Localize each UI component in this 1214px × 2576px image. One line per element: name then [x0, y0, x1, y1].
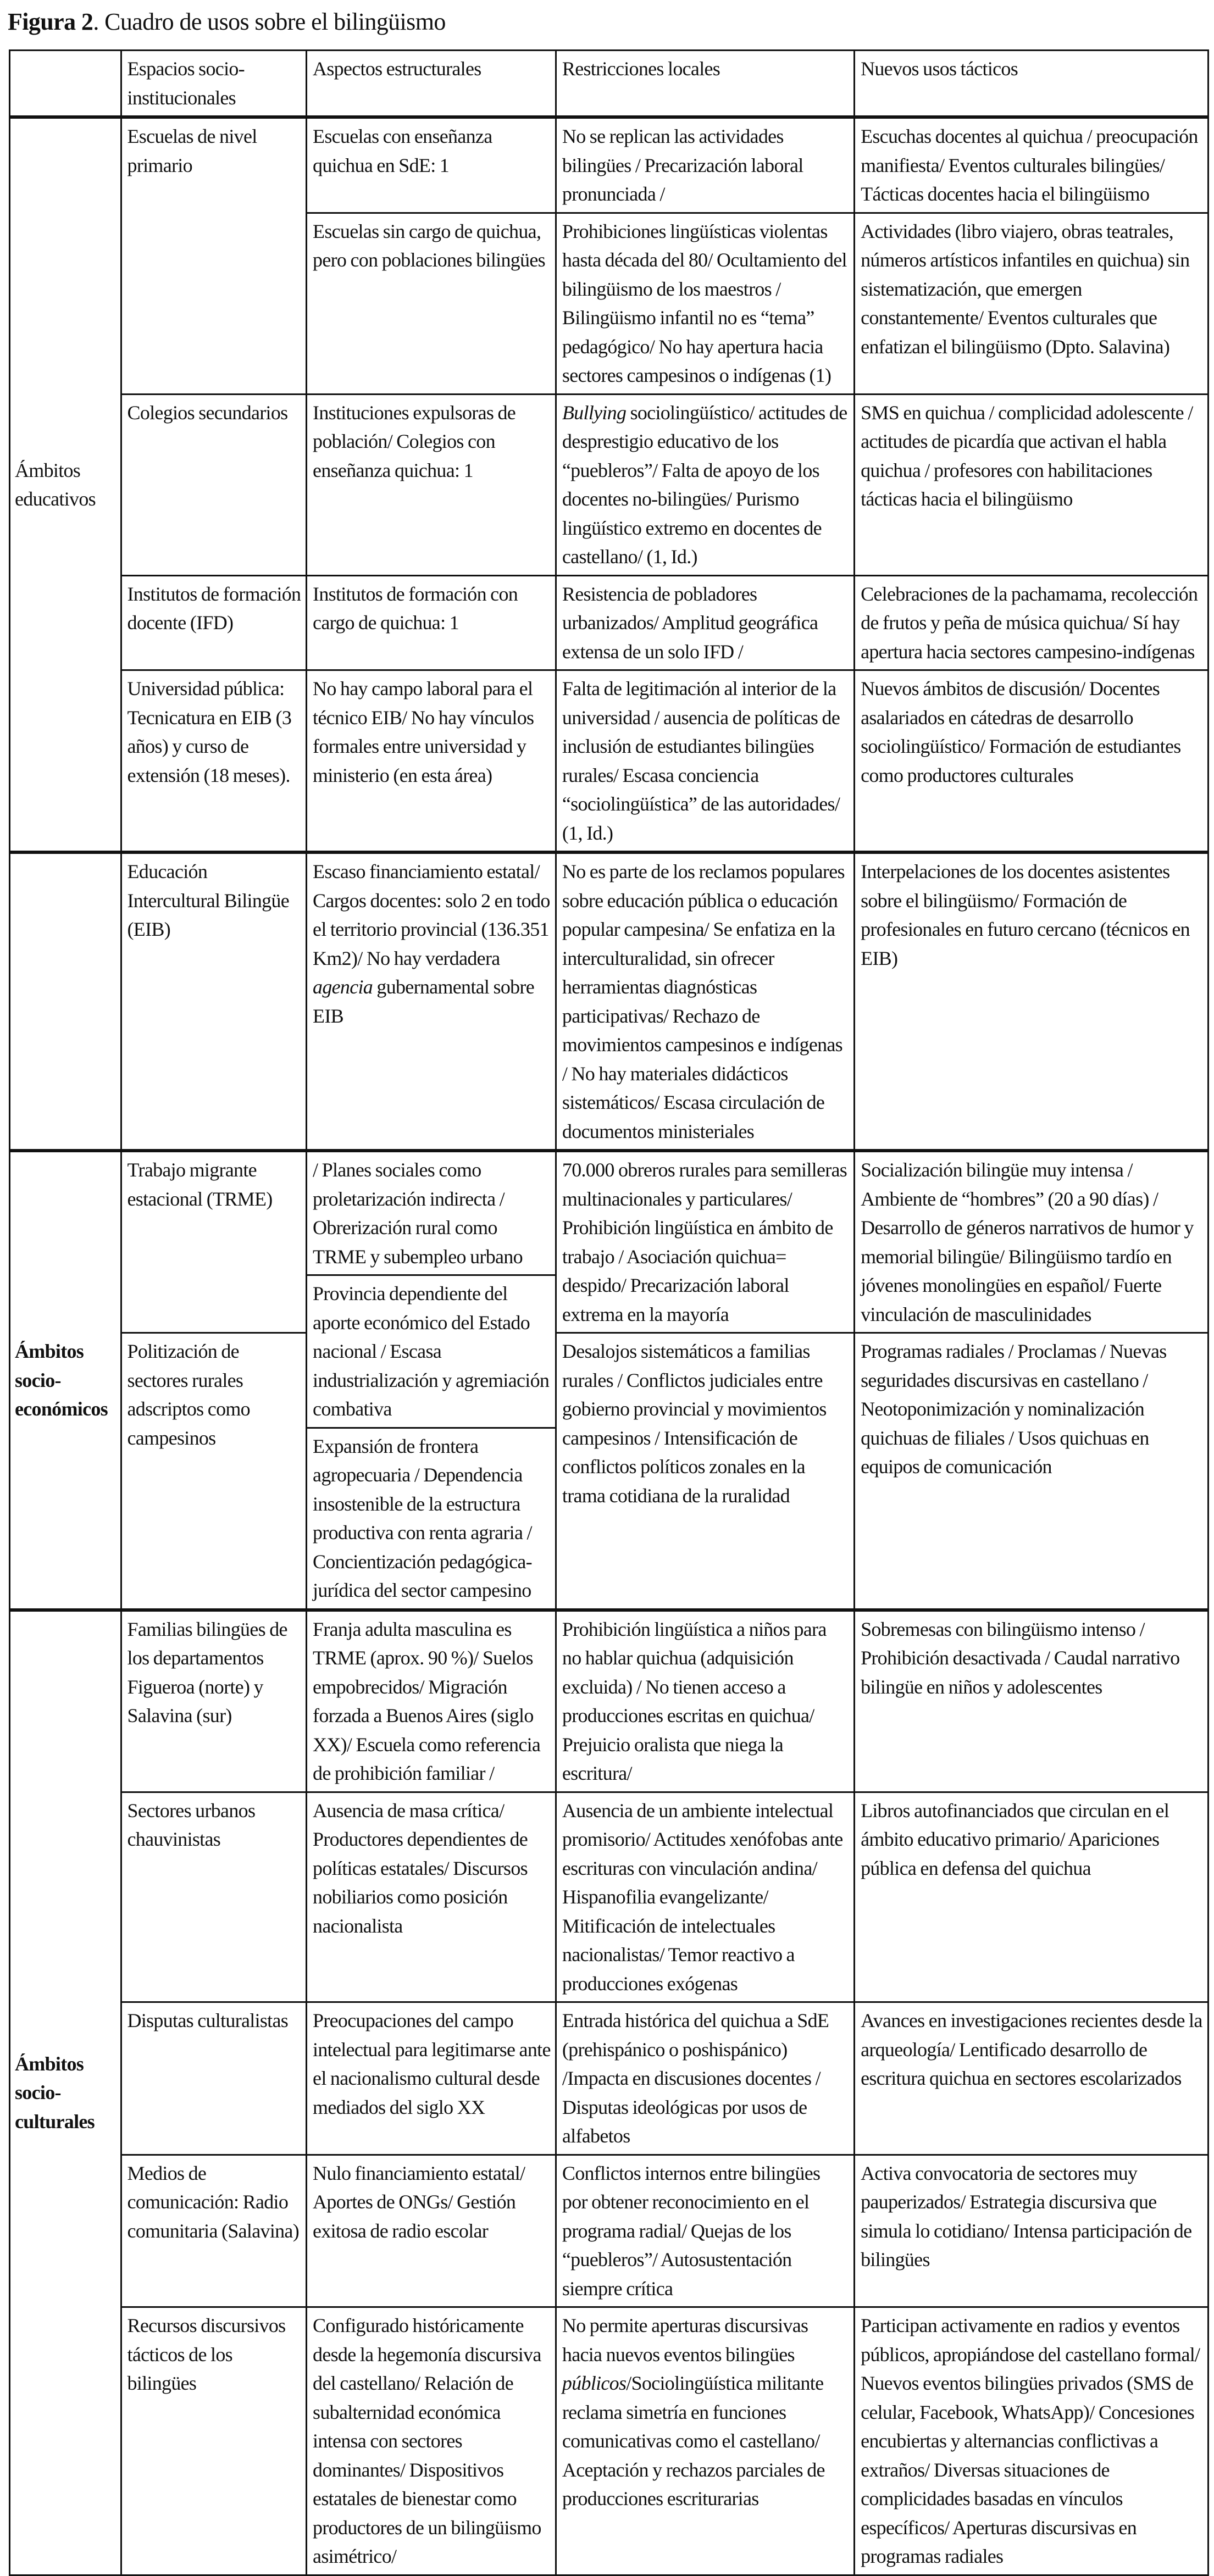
- aspectos-cell: [307, 2155, 556, 2307]
- restricciones-cell: [556, 2002, 854, 2155]
- restricciones-cell: 70.000 obreros rurales para semilleras multinacionales y particulares/ Prohibición lingüística en ámbito de trabajo / Asociación quichua= despido/ Precarización laboral extrema en la mayoría: [556, 1151, 854, 1333]
- cell-text: Actividades (libro viajero, obras teatrales, números artísticos infantiles en quichua) sin sistematización, que emergen constantemente/ Eventos culturales que enfatizan el bilingüismo (Dpto. Salavina): [861, 220, 1190, 358]
- cell-text: Preocupaciones del campo intelectual para legitimarse ante el nacionalismo cultural desde mediados del siglo XX: [313, 2009, 551, 2118]
- espacio-cell: Medios de comunicación: Radio comunitaria (Salavina): [121, 2155, 307, 2307]
- cell-text: Avances en investigaciones recientes desde la arqueología/ Lentificado desarrollo de escritura quichua en sectores escolarizados: [861, 2009, 1202, 2089]
- cell-text: gubernamental sobre EIB: [313, 976, 534, 1027]
- table-row: [10, 1792, 1209, 2002]
- cell-text: SMS en quichua / complicidad adolescente / actitudes de picardía que activan el habla quichua / profesores con habilitaciones tácticas hacia el bilingüismo: [861, 401, 1193, 510]
- usos-cell: [855, 394, 1209, 575]
- espacio-cell: Recursos discursivos tácticos de los bilingües: [121, 2307, 307, 2575]
- ambito-label: Ámbitos educativos: [10, 117, 121, 852]
- table-row: [10, 2155, 1209, 2307]
- usos-cell: [855, 852, 1209, 1151]
- cell-text: Prohibición lingüística a niños para no hablar quichua (adquisición excluida) / No tienen acceso a producciones escritas en quichua/ Prejuicio oralista que niega la escritura/: [562, 1618, 827, 1784]
- espacio-cell: Sectores urbanos chauvinistas: [121, 1792, 307, 2002]
- table-row: [10, 1151, 1209, 1275]
- cell-text: Ausencia de un ambiente intelectual promisorio/ Actitudes xenófobas ante escrituras con vinculación andina/ Hispanofilia evangelizante/ Mitificación de intelectuales nacionalistas/ Temor reactivo a producciones exógenas: [562, 1799, 843, 1995]
- italic-term: públicos: [562, 2372, 627, 2394]
- table-row: [10, 117, 1209, 213]
- aspectos-cell: [307, 1610, 556, 1792]
- cell-text: Institutos de formación con cargo de quichua: 1: [313, 582, 518, 634]
- restricciones-cell: [556, 394, 854, 575]
- figure-title: . Cuadro de usos sobre el bilingüismo: [93, 8, 446, 35]
- ambito-blank: [10, 852, 121, 1151]
- figure-number: Figura 2: [8, 8, 93, 35]
- cell-text: Resistencia de pobladores urbanizados/ Amplitud geográfica extensa de un solo IFD /: [562, 582, 818, 663]
- table-row: [10, 394, 1209, 575]
- cell-text: Conflictos internos entre bilingües por obtener reconocimiento en el programa radial/ Quejas de los “puebleros”/ Autosustentación siempre crítica: [562, 2162, 821, 2300]
- restricciones-cell: [556, 575, 854, 670]
- usos-cell: [855, 1792, 1209, 2002]
- cell-text: Ausencia de masa crítica/ Productores dependientes de políticas estatales/ Discursos nobiliarios como posición nacionalista: [313, 1799, 528, 1937]
- cell-text: Nuevos ámbitos de discusión/ Docentes asalariados en cátedras de desarrollo sociolingüístico/ Formación de estudiantes como productores culturales: [861, 678, 1181, 786]
- header-blank: [10, 51, 121, 118]
- restricciones-cell: [556, 213, 854, 394]
- cell-text: Interpelaciones de los docentes asistentes sobre el bilingüismo/ Formación de profesionales en futuro cercano (técnicos en EIB): [861, 860, 1190, 969]
- aspectos-cell: Expansión de frontera agropecuaria / Dependencia insostenible de la estructura productiva con renta agraria / Concientización pedagógica-jurídica del sector campesino: [307, 1428, 556, 1610]
- restricciones-cell: [556, 852, 854, 1151]
- cell-text: Participan activamente en radios y eventos públicos, apropiándose del castellano formal/ Nuevos eventos bilingües privados (SMS de celular, Facebook, WhatsApp)/ Concesiones encubiertas y alternancias conflictivas a extraños/ Diversas situaciones de complicidades basadas en vínculos específicos/ Aperturas discursivas en programas radiales: [861, 2314, 1200, 2567]
- restricciones-cell: Desalojos sistemáticos a familias rurales / Conflictos judiciales entre gobierno provincial y movimientos campesinos / Intensificación de conflictos políticos zonales en la trama cotidiana de la ruralidad: [556, 1333, 854, 1610]
- header-row: [10, 51, 1209, 118]
- cell-text: No permite aperturas discursivas hacia nuevos eventos bilingües: [562, 2314, 808, 2366]
- table-row: [10, 1610, 1209, 1792]
- ambito-label: Ámbitos socio-culturales: [10, 1610, 121, 2575]
- aspectos-cell: [307, 852, 556, 1151]
- espacio-cell: Politización de sectores rurales adscriptos como campesinos: [121, 1333, 307, 1610]
- cell-text: Prohibiciones lingüísticas violentas hasta década del 80/ Ocultamiento del bilingüismo de los maestros / Bilingüismo infantil no es “tema” pedagógico/ No hay apertura hacia sectores campesinos o indígenas (1): [562, 220, 847, 386]
- restricciones-cell: [556, 2307, 854, 2575]
- cell-text: No se replican las actividades bilingües / Precarización laboral pronunciada /: [562, 125, 803, 205]
- usos-cell: [855, 2307, 1209, 2575]
- restricciones-cell: [556, 1610, 854, 1792]
- cell-text: sociolingüístico/ actitudes de desprestigio educativo de los “puebleros”/ Falta de apoyo de los docentes no-bilingües/ Purismo lingüístico extremo en docentes de castellano/ (1, Id.): [562, 401, 847, 568]
- italic-term: Bullying: [562, 401, 627, 424]
- espacio-cell: Trabajo migrante estacional (TRME): [121, 1151, 307, 1333]
- cell-text: Celebraciones de la pachamama, recolección de frutos y peña de música quichua/ Sí hay apertura hacia sectores campesino-indígenas: [861, 582, 1198, 663]
- usos-cell: [855, 1610, 1209, 1792]
- espacio-cell: Disputas culturalistas: [121, 2002, 307, 2155]
- cell-text: Instituciones expulsoras de población/ Colegios con enseñanza quichua: 1: [313, 401, 516, 481]
- header-aspectos: Aspectos estructurales: [307, 51, 556, 118]
- bilingualism-uses-table: [9, 49, 1209, 2576]
- ambito-label: Ámbitos socio-económicos: [10, 1151, 121, 1610]
- cell-text: Falta de legitimación al interior de la universidad / ausencia de políticas de inclusión de estudiantes bilingües rurales/ Escasa conciencia “sociolingüística” de las autoridades/ (1, Id.): [562, 678, 840, 844]
- espacio-cell: Familias bilingües de los departamentos Figueroa (norte) y Salavina (sur): [121, 1610, 307, 1792]
- espacio-cell: Colegios secundarios: [121, 394, 307, 575]
- table-row: [10, 1333, 1209, 1428]
- usos-cell: [855, 2155, 1209, 2307]
- espacio-cell: Escuelas de nivel primario: [121, 117, 307, 394]
- table-row: [10, 575, 1209, 670]
- header-espacios: Espacios socio-institucionales: [121, 51, 307, 118]
- cell-text: Nulo financiamiento estatal/ Aportes de ONGs/ Gestión exitosa de radio escolar: [313, 2162, 525, 2242]
- aspectos-cell: [307, 2002, 556, 2155]
- cell-text: Entrada histórica del quichua a SdE (prehispánico o poshispánico) /Impacta en discusiones docentes / Disputas ideológicas por usos de alfabetos: [562, 2009, 829, 2147]
- espacio-cell: Educación Intercultural Bilingüe (EIB): [121, 852, 307, 1151]
- header-restricciones: Restricciones locales: [556, 51, 854, 118]
- aspectos-cell: [307, 117, 556, 213]
- cell-text: Activa convocatoria de sectores muy pauperizados/ Estrategia discursiva que simula lo cotidiano/ Intensa participación de bilingües: [861, 2162, 1192, 2270]
- cell-text: No es parte de los reclamos populares sobre educación pública o educación popular campesina/ Se enfatiza en la interculturalidad, sin ofrecer herramientas diagnósticas participativas/ Rechazo de movimientos campesinos e indígenas / No hay materiales didácticos sistemáticos/ Escasa circulación de documentos ministeriales: [562, 860, 845, 1142]
- aspectos-cell: [307, 394, 556, 575]
- cell-text: Sobremesas con bilingüismo intenso / Prohibición desactivada / Caudal narrativo bilingüe en niños y adolescentes: [861, 1618, 1180, 1698]
- usos-cell: [855, 2002, 1209, 2155]
- usos-cell: [855, 117, 1209, 213]
- cell-text: Libros autofinanciados que circulan en el ámbito educativo primario/ Apariciones pública en defensa del quichua: [861, 1799, 1169, 1879]
- usos-cell: [855, 213, 1209, 394]
- italic-term: agencia: [313, 976, 373, 998]
- cell-text: Escaso financiamiento estatal/ Cargos docentes: solo 2 en todo el territorio provincial (136.351 Km2)/ No hay verdadera: [313, 860, 550, 969]
- cell-text: Franja adulta masculina es TRME (aprox. 90 %)/ Suelos empobrecidos/ Migración forzada a Buenos Aires (siglo XX)/ Escuela como referencia de prohibición familiar /: [313, 1618, 541, 1784]
- aspectos-cell: [307, 670, 556, 853]
- aspectos-cell: Provincia dependiente del aporte económico del Estado nacional / Escasa industrialización y agremiación combativa: [307, 1275, 556, 1428]
- restricciones-cell: [556, 2155, 854, 2307]
- aspectos-cell: [307, 1792, 556, 2002]
- cell-text: Escuelas sin cargo de quichua, pero con poblaciones bilingües: [313, 220, 545, 271]
- espacio-cell: Institutos de formación docente (IFD): [121, 575, 307, 670]
- restricciones-cell: [556, 117, 854, 213]
- restricciones-cell: [556, 1792, 854, 2002]
- header-usos: Nuevos usos tácticos: [855, 51, 1209, 118]
- cell-text: /Sociolingüística militante reclama simetría en funciones comunicativas como el castellano/ Aceptación y rechazos parciales de producciones escriturarias: [562, 2372, 825, 2510]
- aspectos-cell: [307, 2307, 556, 2575]
- figure-caption: [8, 8, 446, 36]
- usos-cell: Socialización bilingüe muy intensa / Ambiente de “hombres” (20 a 90 días) / Desarrollo de géneros narrativos de humor y memorial bilingüe/ Bilingüismo tardío en jóvenes monolingües en español/ Fuerte vinculación de masculinidades: [855, 1151, 1209, 1333]
- aspectos-cell: / Planes sociales como proletarización indirecta / Obrerización rural como TRME y subempleo urbano: [307, 1151, 556, 1275]
- table-row: [10, 670, 1209, 853]
- usos-cell: Programas radiales / Proclamas / Nuevas seguridades discursivas en castellano / Neotoponimización y nominalización quichuas de filiales / Usos quichuas en equipos de comunicación: [855, 1333, 1209, 1610]
- usos-cell: [855, 575, 1209, 670]
- aspectos-cell: [307, 575, 556, 670]
- table-row: [10, 852, 1209, 1151]
- cell-text: Escuchas docentes al quichua / preocupación manifiesta/ Eventos culturales bilingües/ Tácticas docentes hacia el bilingüismo: [861, 125, 1198, 205]
- usos-cell: [855, 670, 1209, 853]
- table-row: [10, 2002, 1209, 2155]
- espacio-cell: Universidad pública: Tecnicatura en EIB (3 años) y curso de extensión (18 meses).: [121, 670, 307, 853]
- aspectos-cell: [307, 213, 556, 394]
- cell-text: No hay campo laboral para el técnico EIB/ No hay vínculos formales entre universidad y ministerio (en esta área): [313, 678, 534, 786]
- cell-text: Escuelas con enseñanza quichua en SdE: 1: [313, 125, 492, 176]
- cell-text: Configurado históricamente desde la hegemonía discursiva del castellano/ Relación de subalternidad económica intensa con sectores dominantes/ Dispositivos estatales de bienestar como productores de un bilingüismo asimétrico/: [313, 2314, 541, 2567]
- restricciones-cell: [556, 670, 854, 853]
- table-row: [10, 2307, 1209, 2575]
